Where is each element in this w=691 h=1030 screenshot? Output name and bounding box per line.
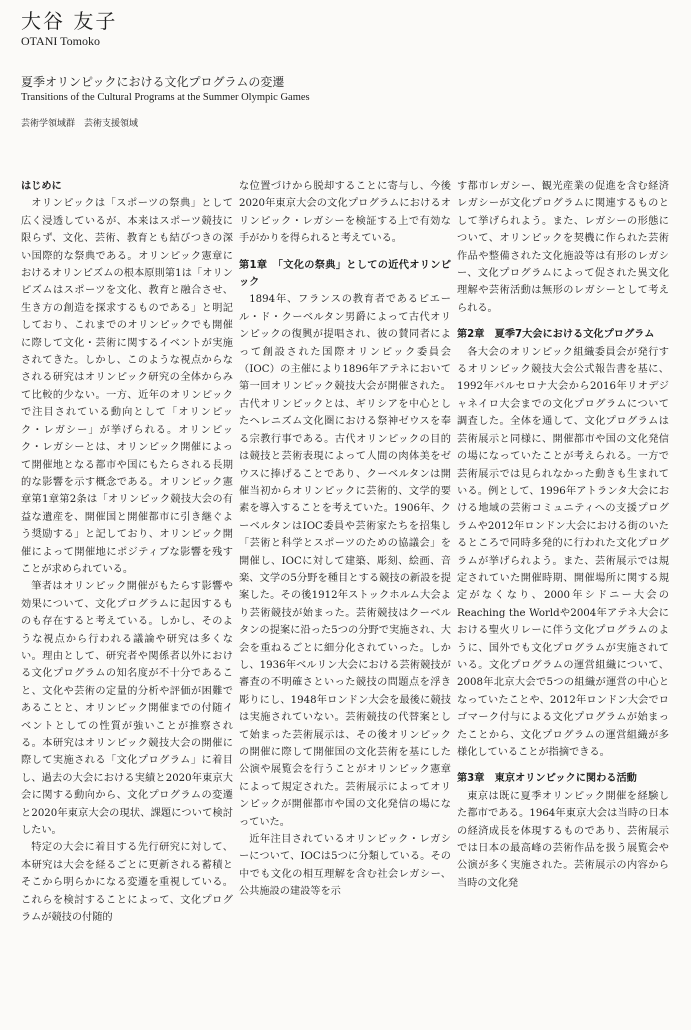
- title-japanese: 夏季オリンピックにおける文化プログラムの変遷: [21, 75, 285, 89]
- paragraph: 1894年、フランスの教育者であるピエール・ド・クーベルタン男爵によって古代オリンピックの復興が提唱され、彼の賛同者によって創設された国際オリンピック委員会（IOC）の主催により1896年アテネにおいて第一回オリンピック競技大会が開催された。古代オリンピックとは、ギリシアを中心としたヘレニズム文化圏における祭神ゼウスを奉る宗教行事である。古代オリンピックの目的は競技と芸術表現によって人間の肉体美をゼウスに捧げることであり、クーベルタンは開催当初からオリンピックに芸術的、文学的要素を導入することを考えていた。1906年、クーベルタンはIOC委員や芸術家たちを招集し「芸術と科学とスポーツのための協議会」を開催し、IOCに対して建築、彫刻、絵画、音楽、文学の5分野を種目とする競技の新設を提案した。その後1912年ストックホルム大会より芸術競技が始まった。芸術競技はクーベルタンの提案に沿った5つの分野で実施され、大会を重ねるごとに細分化されていった。しかし、1936年ベルリン大会における芸術競技が審査の不明確さといった競技の問題点を浮き彫りにし、1948年ロンドン大会を最後に競技は実施されていない。芸術競技の代替案として始まった芸術展示は、その後オリンピックの開催に際して開催国の文化芸術を基にした公演や展覧会を行うことがオリンピック憲章によって規定された。芸術展示によってオリンピックが開催都市や国の文化発信の場になっていた。: [239, 294, 451, 828]
- paragraph: 筆者はオリンピック開催がもたらす影響や効果について、文化プログラムに起因するものも存在すると考えている。しかし、そのような視点から行われる議論や研究は多くない。理由として、研究者や関係者以外における文化プログラムの知名度が不十分であること、文化や芸術の定量的分析や評価が困難であることと、オリンピック開催までの付随イベントとしての性質が強いことが推察される。本研究はオリンピック競技大会の開催に際して実施される「文化プログラム」に着目し、過去の大会における実績と2020年東京大会に関する動向から、文化プログラムの変遷と2020年東京大会の現状、課題について検討したい。: [21, 581, 233, 837]
- section-heading-chapter-1: 第1章 「文化の祭典」としての近代オリンピック: [239, 259, 451, 289]
- section-heading-chapter-3: 第3章 東京オリンピックに関わる活動: [457, 773, 637, 785]
- paragraph: 東京は既に夏季オリンピック開催を経験した都市である。1964年東京大会は当時の日本の経済成長を体現するものであり、芸術展示では日本の最高峰の芸術作品を扱う展覧会や公演が多く実施された。芸術展示の内容から当時の文化発: [457, 790, 669, 889]
- text-column-1: [21, 178, 233, 1008]
- text-column-3: [457, 178, 669, 1008]
- title-english: Transitions of the Cultural Programs at the Summer Olympic Games: [21, 92, 310, 103]
- section-heading-introduction: はじめに: [21, 181, 62, 192]
- affiliation: 芸術学領域群 芸術支援領域: [21, 119, 139, 129]
- text-column-2: [239, 178, 451, 1008]
- paragraph: な位置づけから脱却することに寄与し、今後2020年東京大会の文化プログラムにおけるオリンピック・レガシーを検証する上で有効な手がかりを得られると考えている。: [239, 181, 451, 245]
- paragraph: 各大会のオリンピック組織委員会が発行するオリンピック競技大会公式報告書を基に、1992年バルセロナ大会から2016年リオデジャネイロ大会までの文化プログラムについて調査した。全体を通して、文化プログラムは芸術展示と同様に、開催都市や国の文化発信の場になっていたことが考えられる。一方で芸術展示では見られなかった動きも生まれている。例として、1996年アトランタ大会における地域の芸術コミュニティへの支援プログラムや2012年ロンドン大会における街のいたるところで同時多発的に行われた文化プログラムが挙げられよう。また、芸術展示では規定されていた開催時期、開催場所に関する規定がなくなり、2000年シドニー大会のReaching the Worldや2004年アテネ大会における聖火リレーに伴う文化プログラムのように、国外でも文化プログラムが実施されている。文化プログラムの運営組織について、2008年北京大会で5つの組織が運営の中心となっていたことや、2012年ロンドン大会でロゴマーク付与による文化プログラムが始まったことから、文化プログラムの運営組織が多様化していることが指摘できる。: [457, 346, 669, 758]
- section-heading-chapter-2: 第2章 夏季7大会における文化プログラム: [457, 329, 655, 341]
- article-header: [21, 8, 661, 130]
- paragraph: 特定の大会に着目する先行研究に対して、本研究は大会を経るごとに更新される蓄積とそこから明らかになる変遷を重視している。これらを検討することによって、文化プログラムが競技の付随的: [21, 842, 233, 924]
- author-name-japanese: 大谷 友子: [21, 9, 118, 33]
- paragraph: オリンピックは「スポーツの祭典」として広く浸透しているが、本来はスポーツ競技に限らず、文化、芸術、教育とも結びつきの深い国際的な祭典である。オリンピック憲章におけるオリンピズムの根本原則第1は「オリンピズムはスポーツを文化、教育と融合させ、生き方の創造を探求するものである」と明記しており、これまでのオリンピックでも開催に際して文化・芸術に関するイベントが実施されてきた。しかし、このような視点からなされる研究はオリンピック研究の全体からみて比較的少ない。一方、近年のオリンピックで注目されている動向として「オリンピック・レガシー」が挙げられる。オリンピック・レガシーとは、オリンピック開催によって開催地となる都市や国にもたらされる長期的な影響を示す概念である。オリンピック憲章第1章第2条は「オリンピック競技大会の有益な遺産を、開催国と開催都市に引き継ぐよう奨励する」と記しており、オリンピック開催によって開催地にポジティブな影響を残すことが求められている。: [21, 198, 233, 575]
- paragraph: 近年注目されているオリンピック・レガシーについて、IOCは5つに分類している。その中でも文化の相互理解を含む社会レガシー、公共施設の建設等を示: [239, 834, 451, 898]
- author-name-english: OTANI Tomoko: [21, 34, 100, 48]
- paragraph: す都市レガシー、観光産業の促進を含む経済レガシーが文化プログラムに関連するものとして挙げられよう。また、レガシーの形態について、オリンピックを契機に作られた芸術作品や整備された文化施設等は有形のレガシー、文化プログラムによって促された異文化理解や芸術活動は無形のレガシーとして考えられる。: [457, 181, 669, 314]
